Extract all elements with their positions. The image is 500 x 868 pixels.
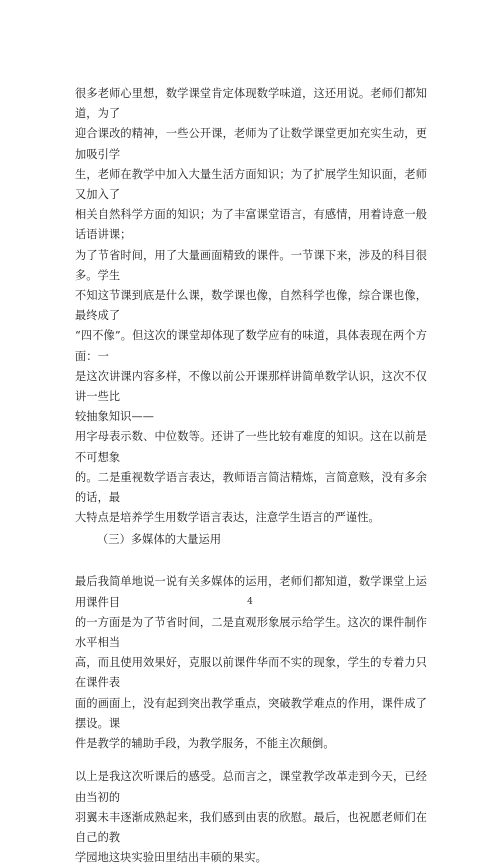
section-heading-multimedia: （三）多媒体的大量运用: [97, 533, 222, 547]
text-line: 大特点是培养学生用数学语言表达，注意学生语言的严谨性。: [75, 511, 380, 525]
text-line: 用字母表示数、中位数等。还讲了一些比较有难度的知识。这在以前是不可想象: [75, 430, 427, 464]
text-line: “四不像”。但这次的课堂却体现了数学应有的味道，具体表现在两个方面：一: [75, 329, 427, 363]
page-number: 4: [247, 597, 253, 607]
text-line: 学园地这块实验田里结出丰硕的果实。: [75, 851, 267, 865]
text-line: 相关自然科学方面的知识；为了丰富课堂语言，有感情，用着诗意一般话语讲课；: [75, 208, 427, 242]
text-line: 的。二是重视数学语言表达，教师语言简洁精炼，言简意赅，没有多余的话，最: [75, 470, 427, 505]
text-line: 为了节省时间，用了大量画面精致的课件。一节课下来，涉及的科目很多。学生: [75, 248, 427, 282]
text-line: 是这次讲课内容多样，不像以前公开课那样讲简单数学认识，这次不仅讲一些比: [75, 369, 427, 404]
page-content: [75, 84, 427, 868]
text-line: 羽翼未丰逐渐成熟起来，我们感到由衷的欣慰。最后，也祝愿老师们在自己的教: [75, 810, 427, 844]
paragraph-spacer: [75, 754, 427, 767]
text-line: 件是教学的辅助手段，为教学服务，不能主次颠倒。: [75, 737, 335, 751]
paragraph-conclusion: [75, 767, 427, 868]
text-line: 较抽象知识——: [75, 410, 155, 424]
text-line: 高，而且使用效果好，克服以前课件华而不实的现象，学生的专着力只在课件表: [75, 656, 427, 690]
text-line: 的一方面是为了节省时间，二是直观形象展示给学生。这次的课件制作水平相当: [75, 615, 427, 650]
text-line: 不知这节课到底是什么课，数学课也像，自然科学也像，综合课也像，最终成了: [75, 289, 427, 323]
text-line: 最后我简单地说一说有关多媒体的运用，老师们都知道，数学课堂上运用课件目: [75, 575, 427, 609]
text-line: 面的画面上，没有起到突出教学重点，突破教学难点的作用，课件成了摆设。课: [75, 696, 427, 730]
paragraph-spacer: [75, 550, 427, 572]
text-line: 生，老师在教学中加入大量生活方面知识；为了扩展学生知识面，老师又加入了: [75, 167, 427, 202]
text-line: 以上是我这次听课后的感受。总而言之，课堂教学改革走到今天，已经由当初的: [75, 770, 427, 804]
paragraph-math-flavor: [75, 84, 427, 528]
text-line: 迎合课改的精神，一些公开课，老师为了让数学课堂更加充实生动，更加吸引学: [75, 127, 427, 161]
text-line: 很多老师心里想，数学课堂肯定体现数学味道，这还用说。老师们都知道，为了: [75, 87, 427, 121]
